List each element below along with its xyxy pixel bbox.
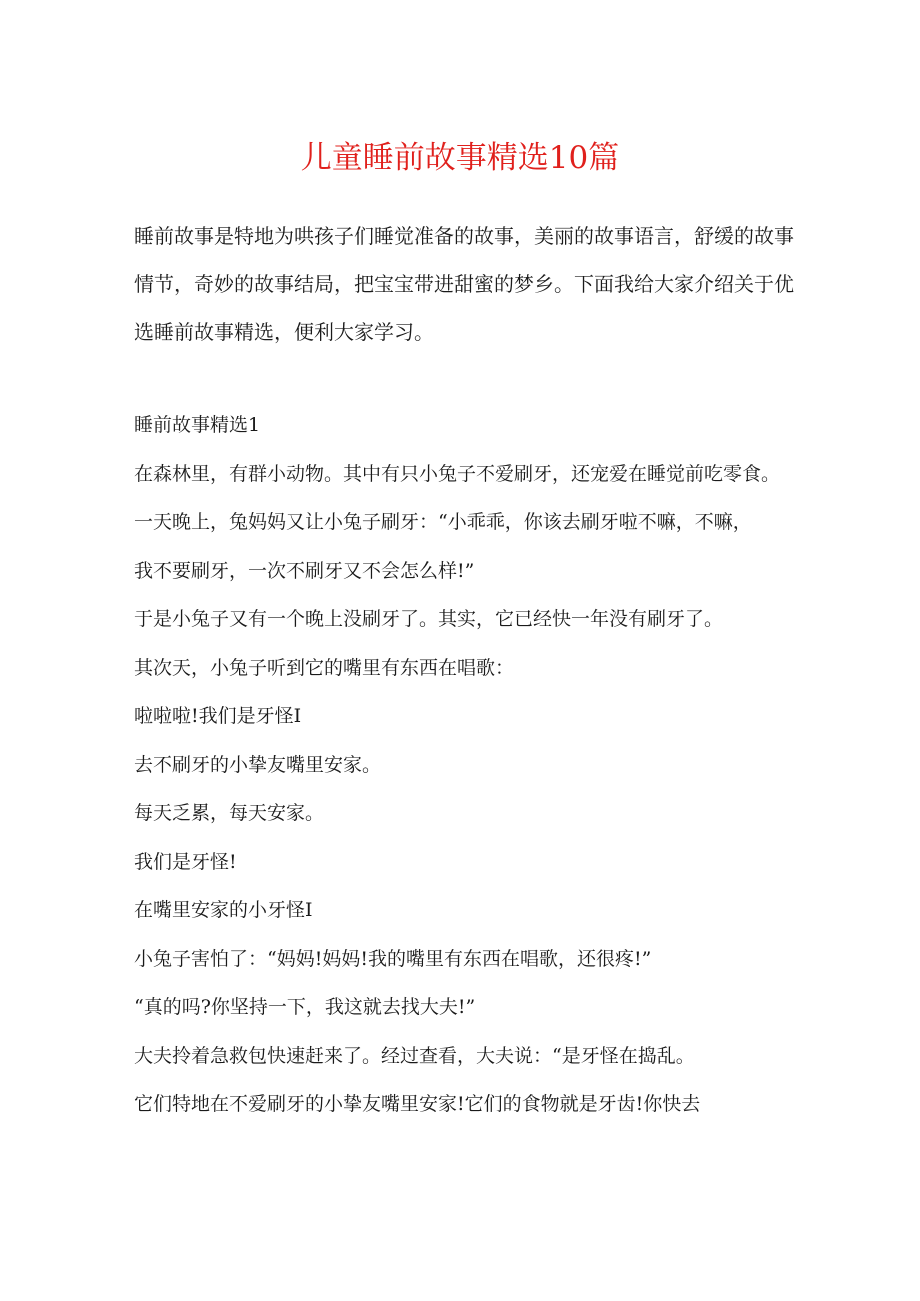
story-line: 在森林里，有群小动物。其中有只小兔子不爱刷牙，还宠爱在睡觉前吃零食。 bbox=[134, 462, 781, 485]
story-line: 它们特地在不爱刷牙的小挚友嘴里安家!它们的食物就是牙齿!你快去 bbox=[134, 1093, 701, 1115]
story-body bbox=[134, 401, 804, 1129]
document-title: 儿童睡前故事精选10篇 bbox=[300, 140, 620, 176]
story-line: 啦啦啦!我们是牙怪I bbox=[134, 705, 302, 727]
story-heading: 睡前故事精选1 bbox=[134, 414, 261, 436]
story-line: 我们是牙怪! bbox=[134, 850, 237, 873]
intro-paragraph: 睡前故事是特地为哄孩子们睡觉准备的故事，美丽的故事语言，舒缓的故事情节，奇妙的故事结局，把宝宝带进甜蜜的梦乡。下面我给大家介绍关于优选睡前故事精选，便利大家学习。 bbox=[134, 224, 794, 344]
story-line: 一天晚上，兔妈妈又让小兔子刷牙：“小乖乖，你该去刷牙啦不嘛，不嘛， bbox=[134, 511, 752, 533]
story-line: 每天乏累，每天安家。 bbox=[134, 802, 325, 824]
story-line: 我不要刷牙，一次不刷牙又不会怎么样!” bbox=[134, 559, 475, 582]
story-line: “真的吗?你坚持一下，我这就去找大夫!” bbox=[134, 996, 476, 1018]
story-line: 在嘴里安家的小牙怪I bbox=[134, 899, 313, 921]
story-line: 去不刷牙的小挚友嘴里安家。 bbox=[134, 753, 382, 776]
story-line: 小兔子害怕了：“妈妈!妈妈!我的嘴里有东西在唱歌，还很疼!” bbox=[134, 947, 652, 970]
story-line: 于是小兔子又有一个晚上没刷牙了。其实，它已经快一年没有刷牙了。 bbox=[134, 608, 724, 630]
story-line: 其次天，小兔子听到它的嘴里有东西在唱歌： bbox=[134, 656, 515, 679]
story-line: 大夫拎着急救包快速赶来了。经过查看，大夫说：“是牙怪在捣乱。 bbox=[134, 1044, 695, 1067]
